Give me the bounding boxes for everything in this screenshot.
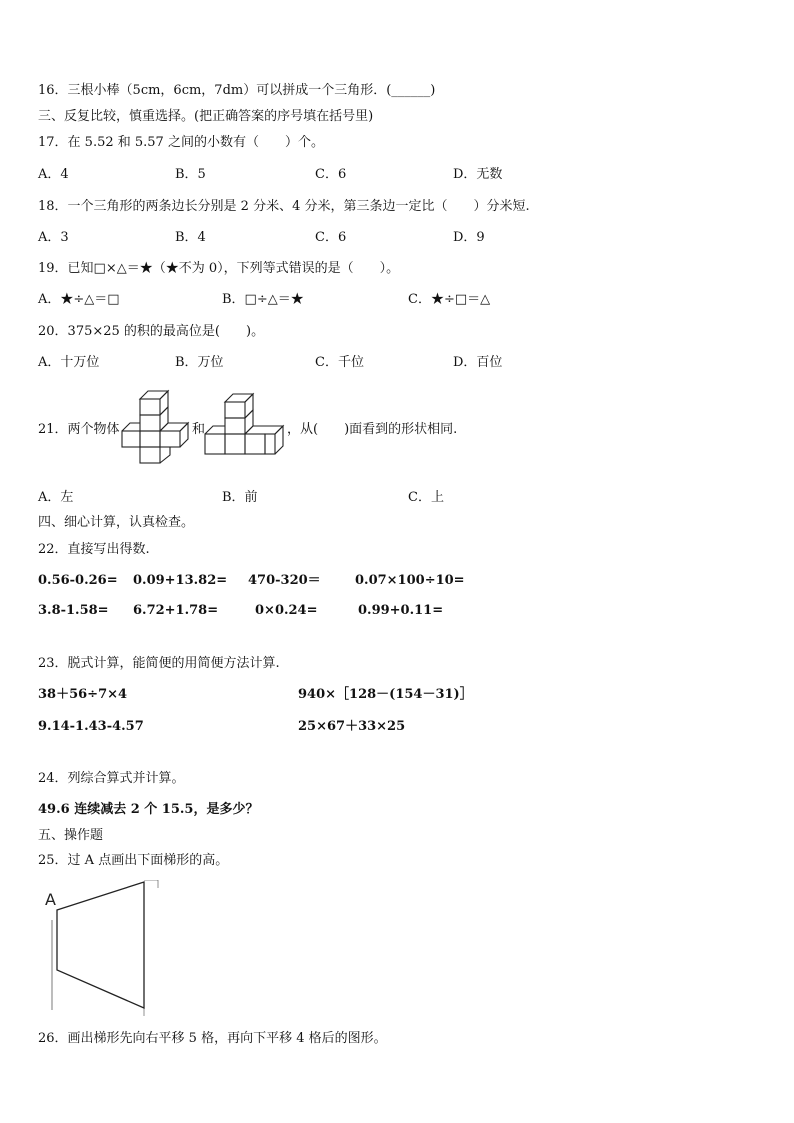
q22-r2-c3: 0×0.24= [255, 603, 318, 618]
question-24-stem: 24．列综合算式并计算。 [38, 771, 185, 786]
q22-r1-c4: 0.07×100÷10= [355, 573, 465, 588]
q18-option-a: A．3 [38, 230, 69, 245]
q20-option-d: D．百位 [453, 355, 503, 370]
question-25-stem: 25．过 A 点画出下面梯形的高。 [38, 853, 229, 868]
q18-option-b: B．4 [175, 230, 206, 245]
trapezoid-figure [40, 880, 170, 1020]
question-24-text: 49.6 连续减去 2 个 15.5，是多少？ [38, 802, 259, 817]
q23-item-3: 9.14-1.43-4.57 [38, 719, 144, 734]
q22-r1-c3: 470-320＝ [248, 573, 321, 588]
question-16: 16．三根小棒（5cm，6cm，7dm）可以拼成一个三角形．(______) [38, 83, 436, 98]
question-18-stem: 18．一个三角形的两条边长分别是 2 分米、4 分米，第三条边一定比（ ）分米短. [38, 199, 530, 214]
q23-item-2: 940×［128－(154－31)］ [298, 687, 473, 702]
q22-r2-c2: 6.72+1.78= [133, 603, 219, 618]
question-21-prefix: 21．两个物体 [38, 422, 120, 437]
cube-object-1-figure [120, 383, 192, 473]
q23-item-4: 25×67＋33×25 [298, 719, 406, 734]
section-3-heading: 三、反复比较，慎重选择。(把正确答案的序号填在括号里) [38, 109, 374, 124]
q17-option-c: C．6 [315, 167, 347, 182]
q17-option-d: D．无数 [453, 167, 503, 182]
question-22-stem: 22．直接写出得数. [38, 542, 150, 557]
q21-option-b: B．前 [222, 490, 258, 505]
question-21-suffix: ，从( )面看到的形状相同. [287, 422, 458, 437]
q21-option-a: A．左 [38, 490, 74, 505]
q20-option-c: C．千位 [315, 355, 364, 370]
q22-r2-c4: 0.99+0.11= [358, 603, 444, 618]
q17-option-a: A．4 [38, 167, 69, 182]
section-4-heading: 四、细心计算，认真检查。 [38, 515, 195, 530]
q21-option-c: C．上 [408, 490, 444, 505]
question-21-middle: 和 [192, 422, 206, 437]
question-17-stem: 17．在 5.52 和 5.57 之间的小数有（ ）个。 [38, 135, 324, 150]
q22-r2-c1: 3.8-1.58= [38, 603, 109, 618]
question-26: 26．画出梯形先向右平移 5 格，再向下平移 4 格后的图形。 [38, 1031, 387, 1046]
q23-item-1: 38＋56÷7×4 [38, 687, 128, 702]
section-5-heading: 五、操作题 [38, 828, 104, 843]
question-20-stem: 20．375×25 的积的最高位是( )。 [38, 324, 265, 339]
trapezoid-point-a-label: A [45, 890, 56, 909]
q18-option-d: D．9 [453, 230, 485, 245]
q22-r1-c2: 0.09+13.82= [133, 573, 228, 588]
q17-option-b: B．5 [175, 167, 206, 182]
q18-option-c: C．6 [315, 230, 347, 245]
question-23-stem: 23．脱式计算，能简便的用简便方法计算. [38, 656, 280, 671]
q20-option-a: A．十万位 [38, 355, 100, 370]
q19-option-a: A．★÷△＝□ [38, 292, 120, 307]
cube-object-2-figure [203, 392, 289, 464]
q22-r1-c1: 0.56-0.26= [38, 573, 118, 588]
question-19-stem: 19．已知□×△＝★（★不为 0），下列等式错误的是（ ）。 [38, 261, 400, 276]
q19-option-c: C．★÷□＝△ [408, 292, 491, 307]
q19-option-b: B．□÷△＝★ [222, 292, 304, 307]
q20-option-b: B．万位 [175, 355, 224, 370]
